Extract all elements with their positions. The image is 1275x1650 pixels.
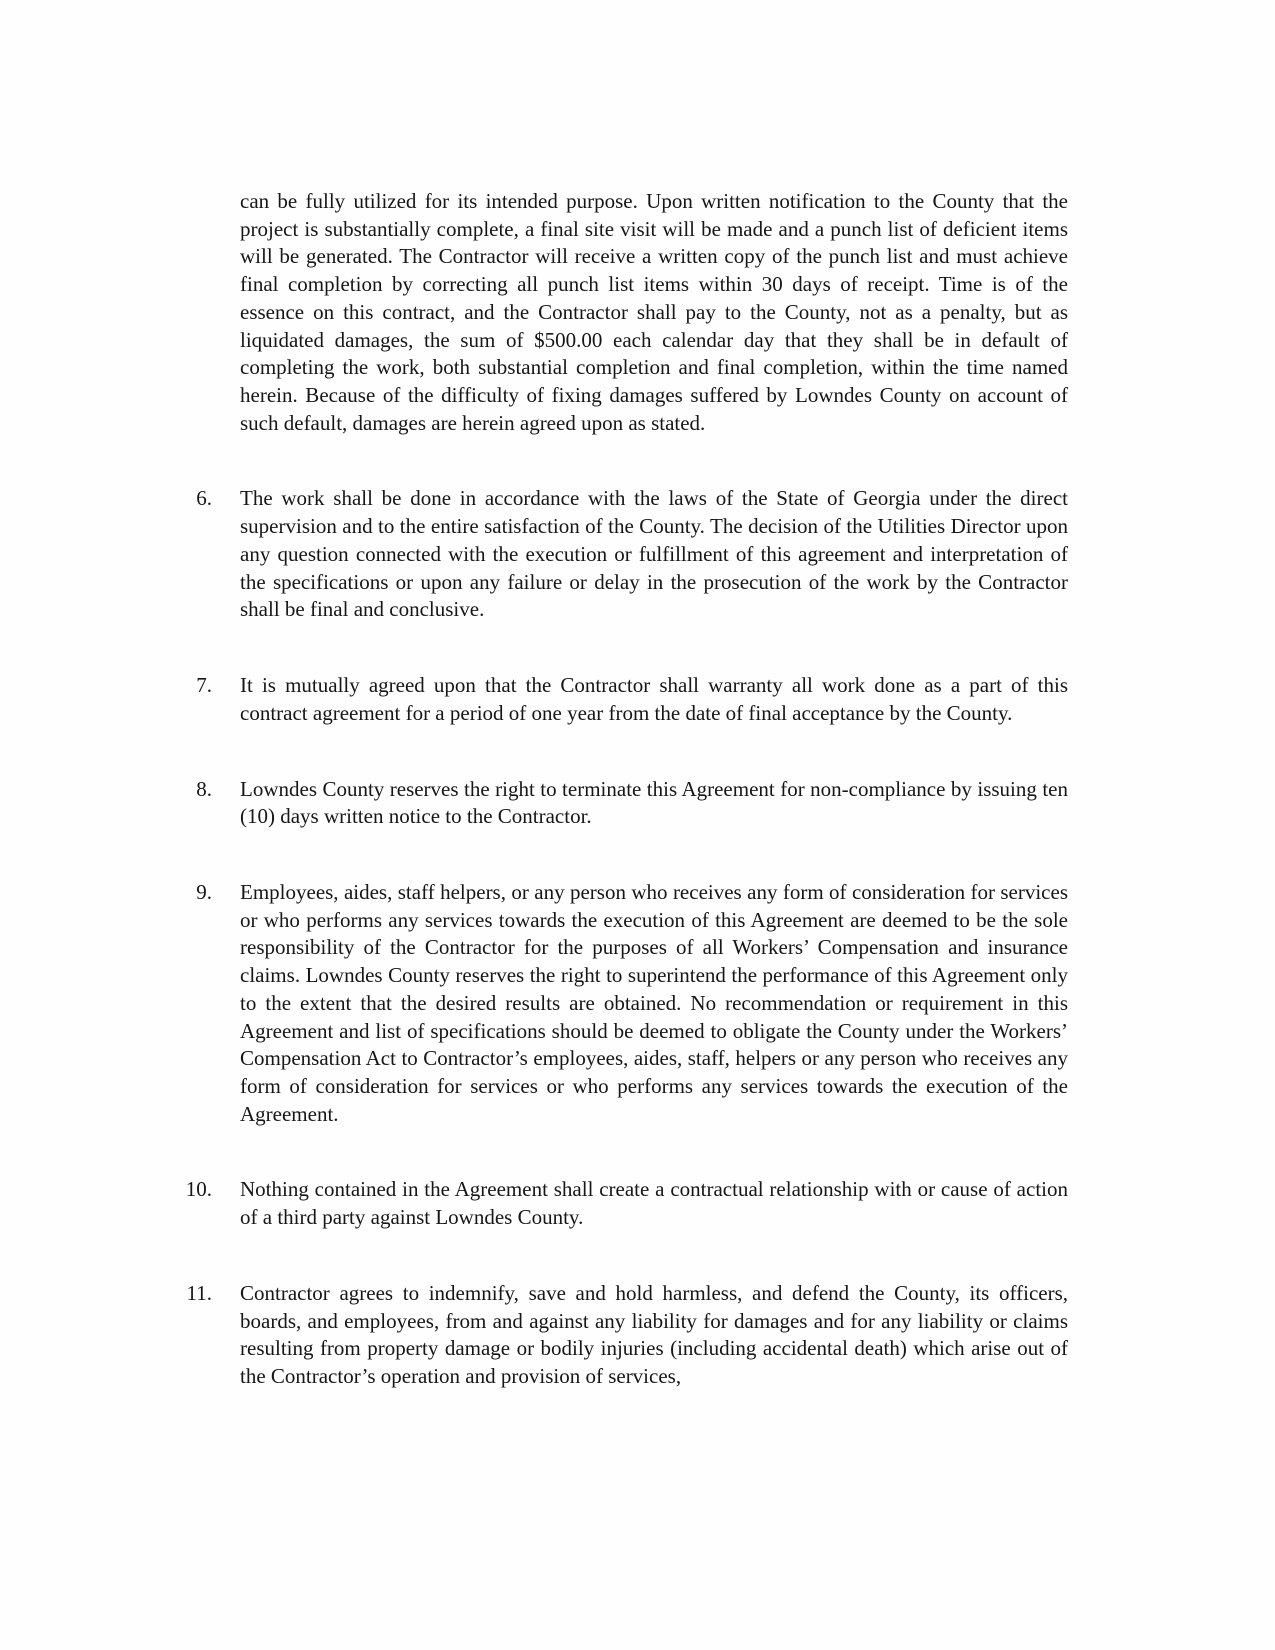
item-number: 8. — [196, 776, 212, 801]
item-text: Employees, aides, staff helpers, or any person who receives any form of consideration for services or who performs any services towards the execution of this Agreement are deemed to be the sole responsibility of the Contractor for the purposes of all Workers’ Compensation and insurance claims. Lowndes County reserves the right to superintend the performance of this Agreement only to the extent that the desired results are obtained. No recommendation or requirement in this Agreement and list of specifications should be deemed to obligate the County under the Workers’ Compensation Act to Contractor’s employees, aides, staff, helpers or any person who receives any form of consideration for services or who performs any services towards the execution of the Agreement. — [240, 879, 1068, 1126]
item-number: 7. — [196, 673, 212, 698]
item-number: 9. — [196, 879, 212, 904]
list-item-9 — [160, 879, 1068, 1128]
item-number: 11. — [186, 1280, 212, 1305]
item-text: Lowndes County reserves the right to terminate this Agreement for non-compliance by issuing ten (10) days written notice to the Contractor. — [240, 776, 1068, 829]
list-item-10 — [160, 1176, 1068, 1231]
item-text: Nothing contained in the Agreement shall create a contractual relationship with or cause of action of a third party against Lowndes County. — [240, 1177, 1068, 1230]
item-text: It is mutually agreed upon that the Contractor shall warranty all work done as a part of this contract agreement for a period of one year from the date of final acceptance by the County. — [240, 673, 1068, 725]
item-text: The work shall be done in accordance with the laws of the State of Georgia under the direct supervision and to the entire satisfaction of the County. The decision of the Utilities Director upon any question connected with the execution or fulfillment of this agreement and interpretation of the specifications or upon any failure or delay in the prosecution of the work by the Contractor shall be final and conclusive. — [240, 486, 1068, 622]
document-content — [160, 188, 1068, 1391]
continuation-paragraph: can be fully utilized for its intended purpose. Upon written notification to the County that the project is substantially complete, a final site visit will be made and a punch list of deficient items will be generated. The Contractor will receive a written copy of the punch list and must achieve final completion by correcting all punch list items within 30 days of receipt. Time is of the essence on this contract, and the Contractor shall pay to the County, not as a penalty, but as liquidated damages, the sum of $500.00 each calendar day that they shall be in default of completing the work, both substantial completion and final completion, within the time named herein. Because of the difficulty of fixing damages suffered by Lowndes County on account of such default, damages are herein agreed upon as stated. — [240, 189, 1068, 435]
item-number: 6. — [196, 486, 212, 511]
item-text: Contractor agrees to indemnify, save and hold harmless, and defend the County, its officers, boards, and employees, from and against any liability for damages and for any liability or claims resulting from property damage or bodily injuries (including accidental death) which arise out of the Contractor’s operation and provision of services, — [240, 1280, 1068, 1388]
item-number: 10. — [185, 1177, 212, 1202]
list-item-8 — [160, 776, 1068, 831]
list-item-7 — [160, 672, 1068, 727]
list-item-6 — [160, 485, 1068, 624]
list-item-11 — [160, 1280, 1068, 1391]
